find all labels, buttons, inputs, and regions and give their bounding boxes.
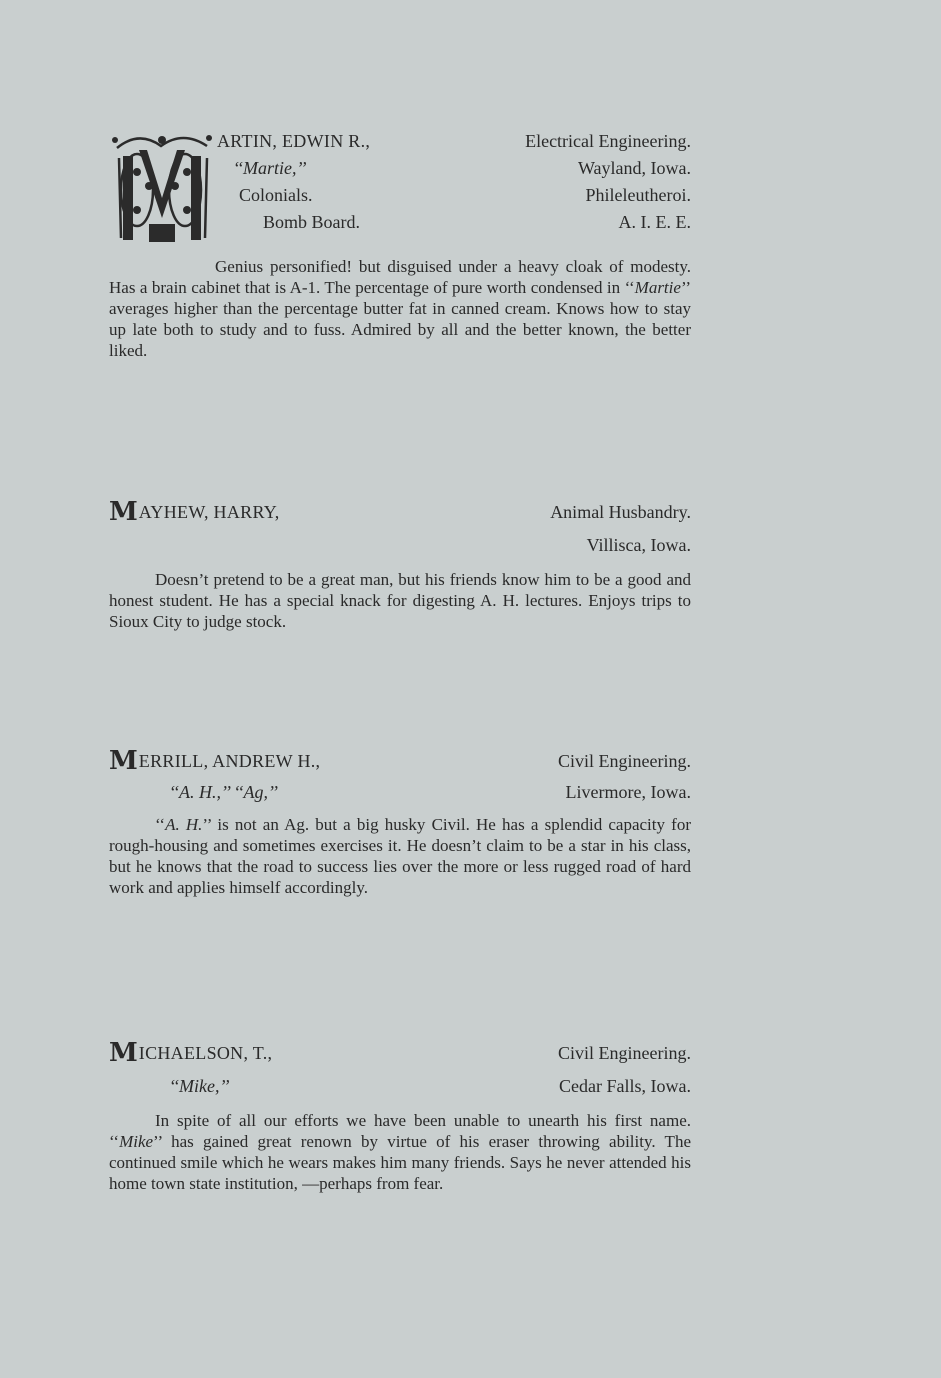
ornamental-initial-m-icon: [109, 128, 215, 250]
entry-mayhew: [109, 499, 691, 632]
initial-letter: M: [109, 746, 138, 776]
nickname: ‘‘Mike,’’: [169, 1076, 230, 1096]
bio: In spite of all our efforts we have been unable to unearth his first name. ‘‘Mike’’ has gained great renown by virtue of his eraser throwing ability. The continued smile which he wears makes him many friends. Says he never attended his home town state institution, —perhaps from fear.: [109, 1111, 691, 1193]
michaelson-row-2: [109, 1073, 691, 1100]
merrill-row-2: [109, 779, 691, 806]
department: Animal Husbandry.: [550, 502, 691, 522]
bio: Doesn’t pretend to be a great man, but his friends know him to be a good and honest student. He has a special knack for digesting A. H. lectures. Enjoys trips to Sioux City to judge stock.: [109, 570, 691, 631]
student-name: ARTIN, EDWIN R.,: [217, 131, 371, 151]
name-line: [109, 748, 320, 775]
initial-letter: M: [109, 497, 138, 527]
hometown: Livermore, Iowa.: [565, 782, 691, 802]
bio: ‘‘A. H.’’ is not an Ag. but a big husky Civil. He has a splendid capacity for rough-housing and sometimes exercises it. He doesn’t claim to be a star in his class, but he knows that the road to success lies over the more or less rugged road of hard work and applies himself accordingly.: [109, 815, 691, 897]
entry-martin-header: [217, 128, 691, 236]
merrill-row-1: [109, 748, 691, 775]
hometown: Wayland, Iowa.: [577, 158, 691, 178]
michaelson-row-1: [109, 1040, 691, 1067]
mayhew-row-1: [109, 499, 691, 526]
nickname: ‘‘A. H.,’’ ‘‘Ag,’’: [169, 782, 278, 802]
organization: Colonials.: [239, 185, 313, 205]
martin-row-1: [217, 128, 691, 155]
student-name: ICHAELSON, T.,: [138, 1043, 273, 1063]
martin-row-4: [217, 209, 691, 236]
hometown: Cedar Falls, Iowa.: [559, 1076, 691, 1096]
professional-org: A. I. E. E.: [618, 212, 691, 232]
student-name: AYHEW, HARRY,: [138, 502, 280, 522]
martin-row-2: [217, 155, 691, 182]
board: Bomb Board.: [263, 212, 360, 232]
department: Civil Engineering.: [558, 1043, 691, 1063]
department: Electrical Engineering.: [525, 131, 691, 151]
bio: Genius personified! but disguised under a heavy cloak of modesty. Has a brain cabinet that is A-1. The percentage of pure worth condensed in ‘‘Martie’’ averages higher than the percentage butter fat in canned cream. Knows how to stay up late both to study and to fuss. Admired by all and the better known, the better liked.: [109, 257, 691, 360]
entry-merrill: [109, 748, 691, 898]
hometown: Villisca, Iowa.: [586, 535, 691, 555]
student-name: ERRILL, ANDREW H.,: [138, 751, 321, 771]
mayhew-row-2: [109, 532, 691, 559]
name-line: [109, 1040, 272, 1067]
name-line: [109, 499, 280, 526]
literary-society: Phileleutheroi.: [585, 185, 691, 205]
entry-michaelson: [109, 1040, 691, 1194]
department: Civil Engineering.: [558, 751, 691, 771]
martin-row-3: [217, 182, 691, 209]
initial-letter: M: [109, 1038, 138, 1068]
nickname: ‘‘Martie,’’: [233, 158, 307, 178]
